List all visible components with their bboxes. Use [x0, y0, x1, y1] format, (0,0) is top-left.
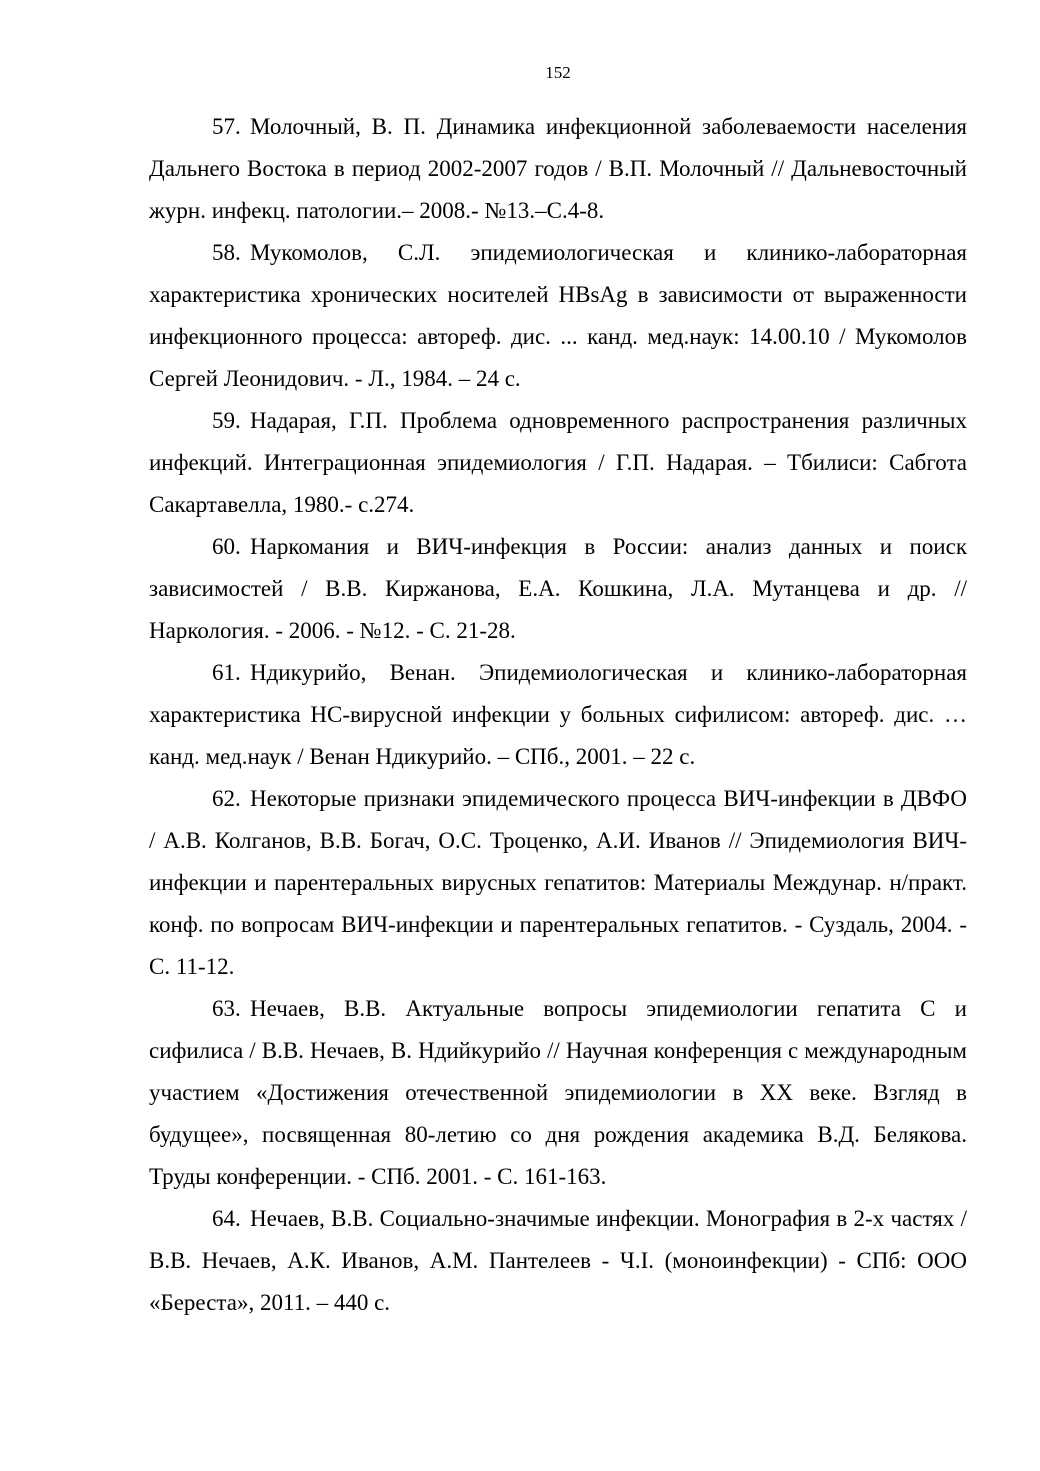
reference-number: 62. — [212, 786, 241, 811]
reference-item-62 — [149, 778, 967, 988]
reference-text: Некоторые признаки эпидемического процесса ВИЧ-инфекции в ДВФО / А.В. Колганов, В.В. Богач, О.С. Троценко, А.И. Иванов // Эпидемиология ВИЧ-инфекции и парентеральных вирусных гепатитов: Материалы Междунар. н/практ. конф. по вопросам ВИЧ-инфекции и парентеральных гепатитов. - Суздаль, 2004. - С. 11-12. — [149, 786, 967, 979]
reference-number: 58. — [212, 240, 241, 265]
reference-text: Нечаев, В.В. Актуальные вопросы эпидемиологии гепатита С и сифилиса / В.В. Нечаев, В. Ндийкурийо // Научная конференция с международным участием «Достижения отечественной эпидемиологии в XX веке. Взгляд в будущее», посвященная 80-летию со дня рождения академика В.Д. Белякова. Труды конференции. - СПб. 2001. - С. 161-163. — [149, 996, 967, 1189]
reference-text: Наркомания и ВИЧ-инфекция в России: анализ данных и поиск зависимостей / В.В. Киржанова, Е.А. Кошкина, Л.А. Мутанцева и др. // Наркология. - 2006. - №12. - С. 21-28. — [149, 534, 967, 643]
reference-text: Нечаев, В.В. Социально-значимые инфекции. Монография в 2-х частях / В.В. Нечаев, А.К. Иванов, А.М. Пантелеев - Ч.I. (моноинфекции) - СПб: ООО «Береста», 2011. – 440 с. — [149, 1206, 967, 1315]
reference-item-64 — [149, 1198, 967, 1324]
reference-text: Надарая, Г.П. Проблема одновременного распространения различных инфекций. Интеграционная эпидемиология / Г.П. Надарая. – Тбилиси: Сабгота Сакартавелла, 1980.- с.274. — [149, 408, 967, 517]
reference-text: Ндикурийо, Венан. Эпидемиологическая и клинико-лабораторная характеристика НС-вирусной инфекции у больных сифилисом: автореф. дис. … канд. мед.наук / Венан Ндикурийо. – СПб., 2001. – 22 с. — [149, 660, 967, 769]
reference-number: 59. — [212, 408, 241, 433]
reference-item-63 — [149, 988, 967, 1198]
reference-number: 57. — [212, 114, 241, 139]
reference-item-61 — [149, 652, 967, 778]
reference-text: Мукомолов, С.Л. эпидемиологическая и клинико-лабораторная характеристика хронических носителей HBsAg в зависимости от выраженности инфекционного процесса: автореф. дис. ... канд. мед.наук: 14.00.10 / Мукомолов Сергей Леонидович. - Л., 1984. – 24 с. — [149, 240, 967, 391]
page-number: 152 — [545, 63, 571, 82]
reference-item-57 — [149, 106, 967, 232]
reference-item-59 — [149, 400, 967, 526]
reference-number: 61. — [212, 660, 241, 685]
reference-text: Молочный, В. П. Динамика инфекционной заболеваемости населения Дальнего Востока в период 2002-2007 годов / В.П. Молочный // Дальневосточный журн. инфекц. патологии.– 2008.- №13.–С.4-8. — [149, 114, 967, 223]
reference-number: 64. — [212, 1206, 241, 1231]
reference-item-58 — [149, 232, 967, 400]
reference-item-60 — [149, 526, 967, 652]
reference-number: 60. — [212, 534, 241, 559]
reference-number: 63. — [212, 996, 241, 1021]
reference-list — [149, 106, 967, 1324]
